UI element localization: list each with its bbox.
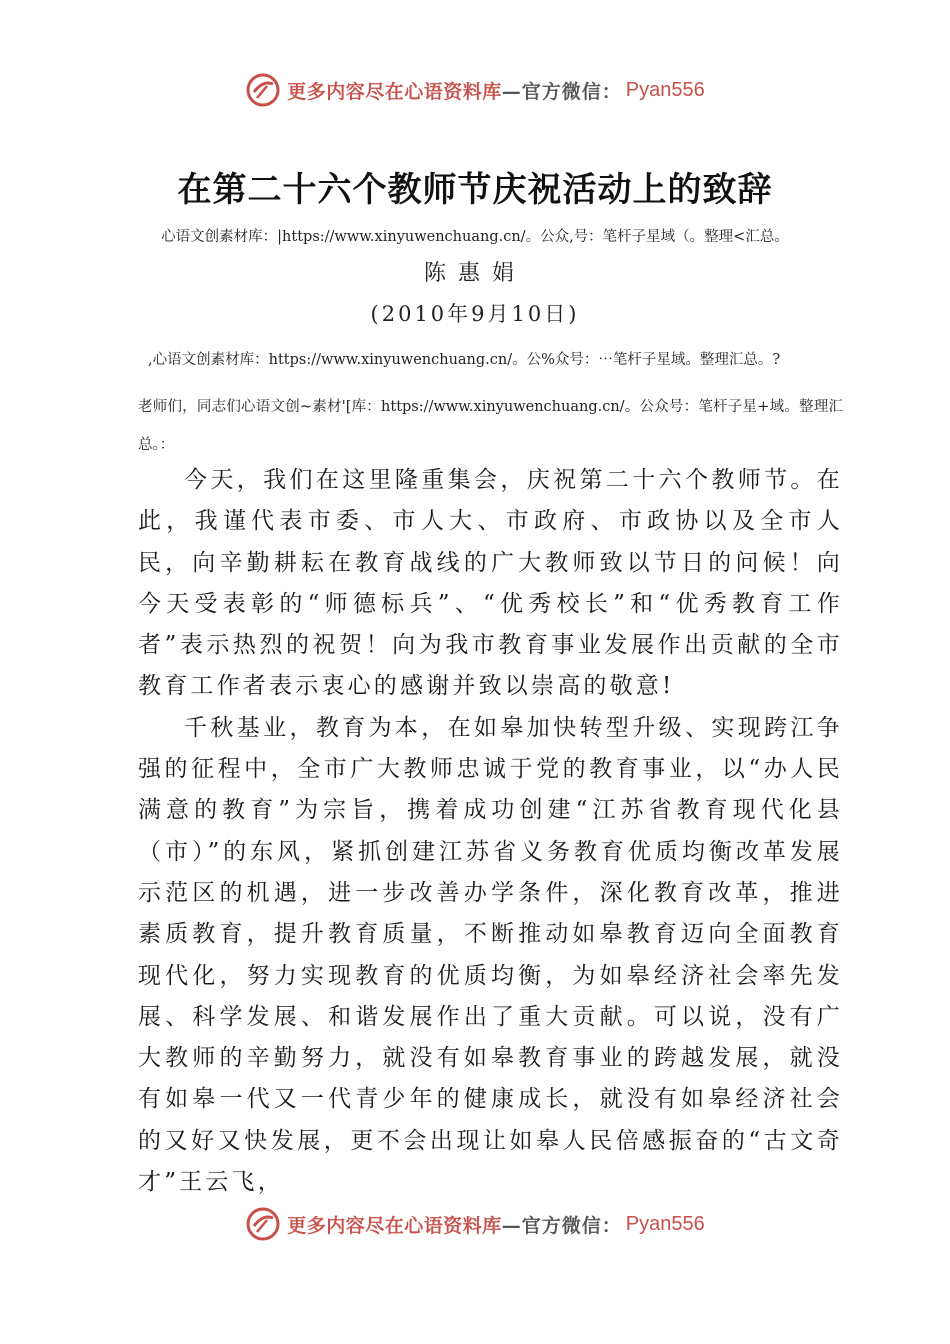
speech-date: (2010年9月10日)	[370, 302, 580, 326]
brand-logo-icon	[245, 1206, 281, 1242]
document-title: 在第二十六个教师节庆祝活动上的致辞	[177, 170, 773, 210]
paragraph: 千秋基业，教育为本，在如皋加快转型升级、实现跨江争强的征程中，全市广大教师忠诚于党的教育事业，以“办人民满意的教育”为宗旨，携着成功创建“江苏省教育现代化县（市）”的东风，紧抓创建江苏省义务教育优质均衡改革发展示范区的机遇，进一步改善办学条件，深化教育改革，推进素质教育，提升教育质量，不断推动如皋教育迈向全面教育现代化，努力实现教育的优质均衡，为如皋经济社会率先发展、科学发展、和谐发展作出了重大贡献。可以说，没有广大教师的辛勤努力，就没有如皋教育事业的跨越发展，就没有如皋一代又一代青少年的健康成长，就没有如皋经济社会的又好又快发展，更不会出现让如皋人民倍感振奋的“古文奇才”王云飞，	[138, 714, 843, 1196]
header-banner	[0, 68, 950, 112]
banner-wechat-label: —官方微信：	[501, 80, 622, 103]
author-name: 陈惠娟	[423, 261, 526, 286]
brand-logo-icon	[245, 72, 281, 108]
banner-brand-text: 更多内容尽在心语资料库	[287, 80, 502, 103]
banner-wechat-label: —官方微信：	[501, 1214, 622, 1237]
banner-wechat-id: Pyan556	[625, 78, 705, 101]
speech-body	[138, 460, 843, 1203]
footer-banner	[0, 1202, 950, 1246]
source-note-top: 心语文创素材库：|https://www.xinyuwenchuang.cn/。公众,号：笔杆子星域（。整理<汇总。	[161, 229, 789, 245]
banner-wechat-id: Pyan556	[625, 1212, 705, 1235]
greeting-line: 老师们，同志们心语文创~素材'[库：https://www.xinyuwenchuang.cn/。公众号：笔杆子星+域。整理汇总。：	[138, 399, 843, 453]
banner-brand-text: 更多内容尽在心语资料库	[287, 1214, 502, 1237]
paragraph: 今天，我们在这里隆重集会，庆祝第二十六个教师节。在此，我谨代表市委、市人大、市政府、市政协以及全市人民，向辛勤耕耘在教育战线的广大教师致以节日的问候！向今天受表彰的“师德标兵”、“优秀校长”和“优秀教育工作者”表示热烈的祝贺！向为我市教育事业发展作出贡献的全市教育工作者表示衷心的感谢并致以崇高的敬意!	[138, 467, 843, 700]
source-note-mid: ,心语文创素材库：https://www.xinyuwenchuang.cn/。公%众号：⋯笔杆子星域。整理汇总。?	[148, 352, 781, 368]
